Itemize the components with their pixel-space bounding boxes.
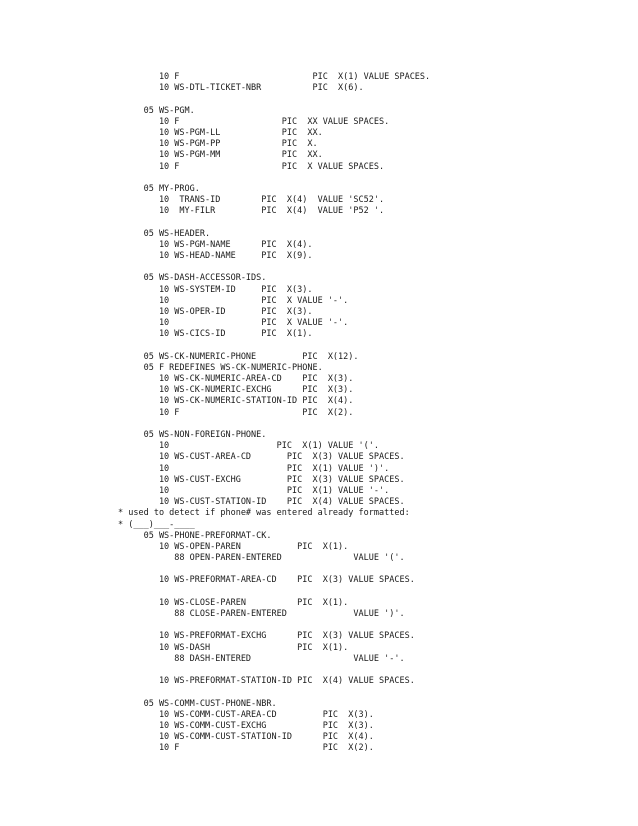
- comment-line: * (___)___-____: [118, 519, 195, 530]
- code-line: 10 PIC X(1) VALUE '('.: [118, 441, 379, 452]
- code-line: 10 WS-CUST-STATION-ID PIC X(4) VALUE SPACES.: [118, 497, 405, 508]
- code-line: 05 WS-PHONE-PREFORMAT-CK.: [118, 530, 272, 541]
- code-line: 10 WS-COMM-CUST-AREA-CD PIC X(3).: [118, 709, 374, 720]
- code-line: 05 WS-DASH-ACCESSOR-IDS.: [118, 273, 267, 284]
- code-line: 88 DASH-ENTERED VALUE '-'.: [118, 653, 405, 664]
- code-line: 10 WS-PREFORMAT-AREA-CD PIC X(3) VALUE SPACES.: [118, 575, 415, 586]
- code-line: 10 WS-OPEN-PAREN PIC X(1).: [118, 541, 349, 552]
- code-line: 10 WS-DASH PIC X(1).: [118, 642, 349, 653]
- blank-line: [118, 687, 628, 698]
- code-line: 10 WS-CUST-AREA-CD PIC X(3) VALUE SPACES.: [118, 452, 405, 463]
- code-line: 10 F PIC X(2).: [118, 743, 374, 754]
- code-line: 10 F PIC X(1) VALUE SPACES.: [118, 72, 431, 82]
- code-line: 88 CLOSE-PAREN-ENTERED VALUE ')'.: [118, 609, 405, 619]
- cobol-code-listing: [118, 72, 628, 754]
- code-line: 10 WS-PREFORMAT-STATION-ID PIC X(4) VALUE SPACES.: [118, 676, 415, 687]
- code-line: 10 WS-SYSTEM-ID PIC X(3).: [118, 284, 313, 295]
- code-line: 10 WS-PGM-PP PIC X.: [118, 139, 318, 150]
- code-line: 05 WS-PGM.: [118, 105, 195, 116]
- code-line: 10 PIC X VALUE '-'.: [118, 318, 349, 329]
- code-line: 10 MY-FILR PIC X(4) VALUE 'P52 '.: [118, 206, 385, 217]
- code-line: 05 WS-NON-FOREIGN-PHONE.: [118, 430, 267, 440]
- code-line: 10 F PIC X VALUE SPACES.: [118, 161, 385, 172]
- code-line: 10 PIC X(1) VALUE '-'.: [118, 485, 390, 496]
- blank-line: [118, 262, 628, 273]
- code-line: 10 WS-DTL-TICKET-NBR PIC X(6).: [118, 83, 364, 94]
- code-line: 10 WS-PGM-LL PIC XX.: [118, 127, 323, 138]
- code-line: 10 WS-PGM-NAME PIC X(4).: [118, 239, 313, 250]
- blank-line: [118, 564, 628, 575]
- code-line: 10 WS-PGM-MM PIC XX.: [118, 150, 323, 161]
- code-line: 05 WS-COMM-CUST-PHONE-NBR.: [118, 698, 277, 709]
- code-line: 10 WS-CLOSE-PAREN PIC X(1).: [118, 597, 349, 608]
- code-line: 05 WS-HEADER.: [118, 228, 211, 239]
- blank-line: [118, 94, 628, 105]
- comment-line: * used to detect if phone# was entered already formatted:: [118, 508, 410, 519]
- code-line: 10 WS-OPER-ID PIC X(3).: [118, 306, 313, 317]
- code-line: 05 F REDEFINES WS-CK-NUMERIC-PHONE.: [118, 362, 323, 373]
- blank-line: [118, 173, 628, 184]
- code-line: 05 WS-CK-NUMERIC-PHONE PIC X(12).: [118, 351, 359, 362]
- code-line: 10 WS-CK-NUMERIC-EXCHG PIC X(3).: [118, 385, 354, 396]
- code-line: 10 WS-CUST-EXCHG PIC X(3) VALUE SPACES.: [118, 474, 405, 485]
- code-line: 10 TRANS-ID PIC X(4) VALUE 'SC52'.: [118, 195, 385, 206]
- code-line: 10 WS-CK-NUMERIC-AREA-CD PIC X(3).: [118, 374, 354, 385]
- code-line: 10 PIC X VALUE '-'.: [118, 295, 349, 306]
- code-line: 10 PIC X(1) VALUE ')'.: [118, 463, 390, 474]
- code-line: 10 WS-CICS-ID PIC X(1).: [118, 329, 313, 340]
- blank-line: [118, 587, 628, 598]
- code-line: 10 WS-COMM-CUST-STATION-ID PIC X(4).: [118, 732, 374, 743]
- blank-line: [118, 419, 628, 430]
- code-line: 10 WS-PREFORMAT-EXCHG PIC X(3) VALUE SPACES.: [118, 631, 415, 642]
- blank-line: [118, 665, 628, 676]
- code-line: 10 F PIC X(2).: [118, 407, 354, 418]
- code-line: 10 F PIC XX VALUE SPACES.: [118, 116, 390, 127]
- code-line: 05 MY-PROG.: [118, 183, 200, 194]
- code-line: 10 WS-CK-NUMERIC-STATION-ID PIC X(4).: [118, 396, 354, 407]
- blank-line: [118, 620, 628, 631]
- code-line: 10 WS-HEAD-NAME PIC X(9).: [118, 251, 313, 261]
- code-line: 10 WS-COMM-CUST-EXCHG PIC X(3).: [118, 720, 374, 731]
- code-line: 88 OPEN-PAREN-ENTERED VALUE '('.: [118, 553, 405, 564]
- blank-line: [118, 217, 628, 228]
- blank-line: [118, 341, 628, 352]
